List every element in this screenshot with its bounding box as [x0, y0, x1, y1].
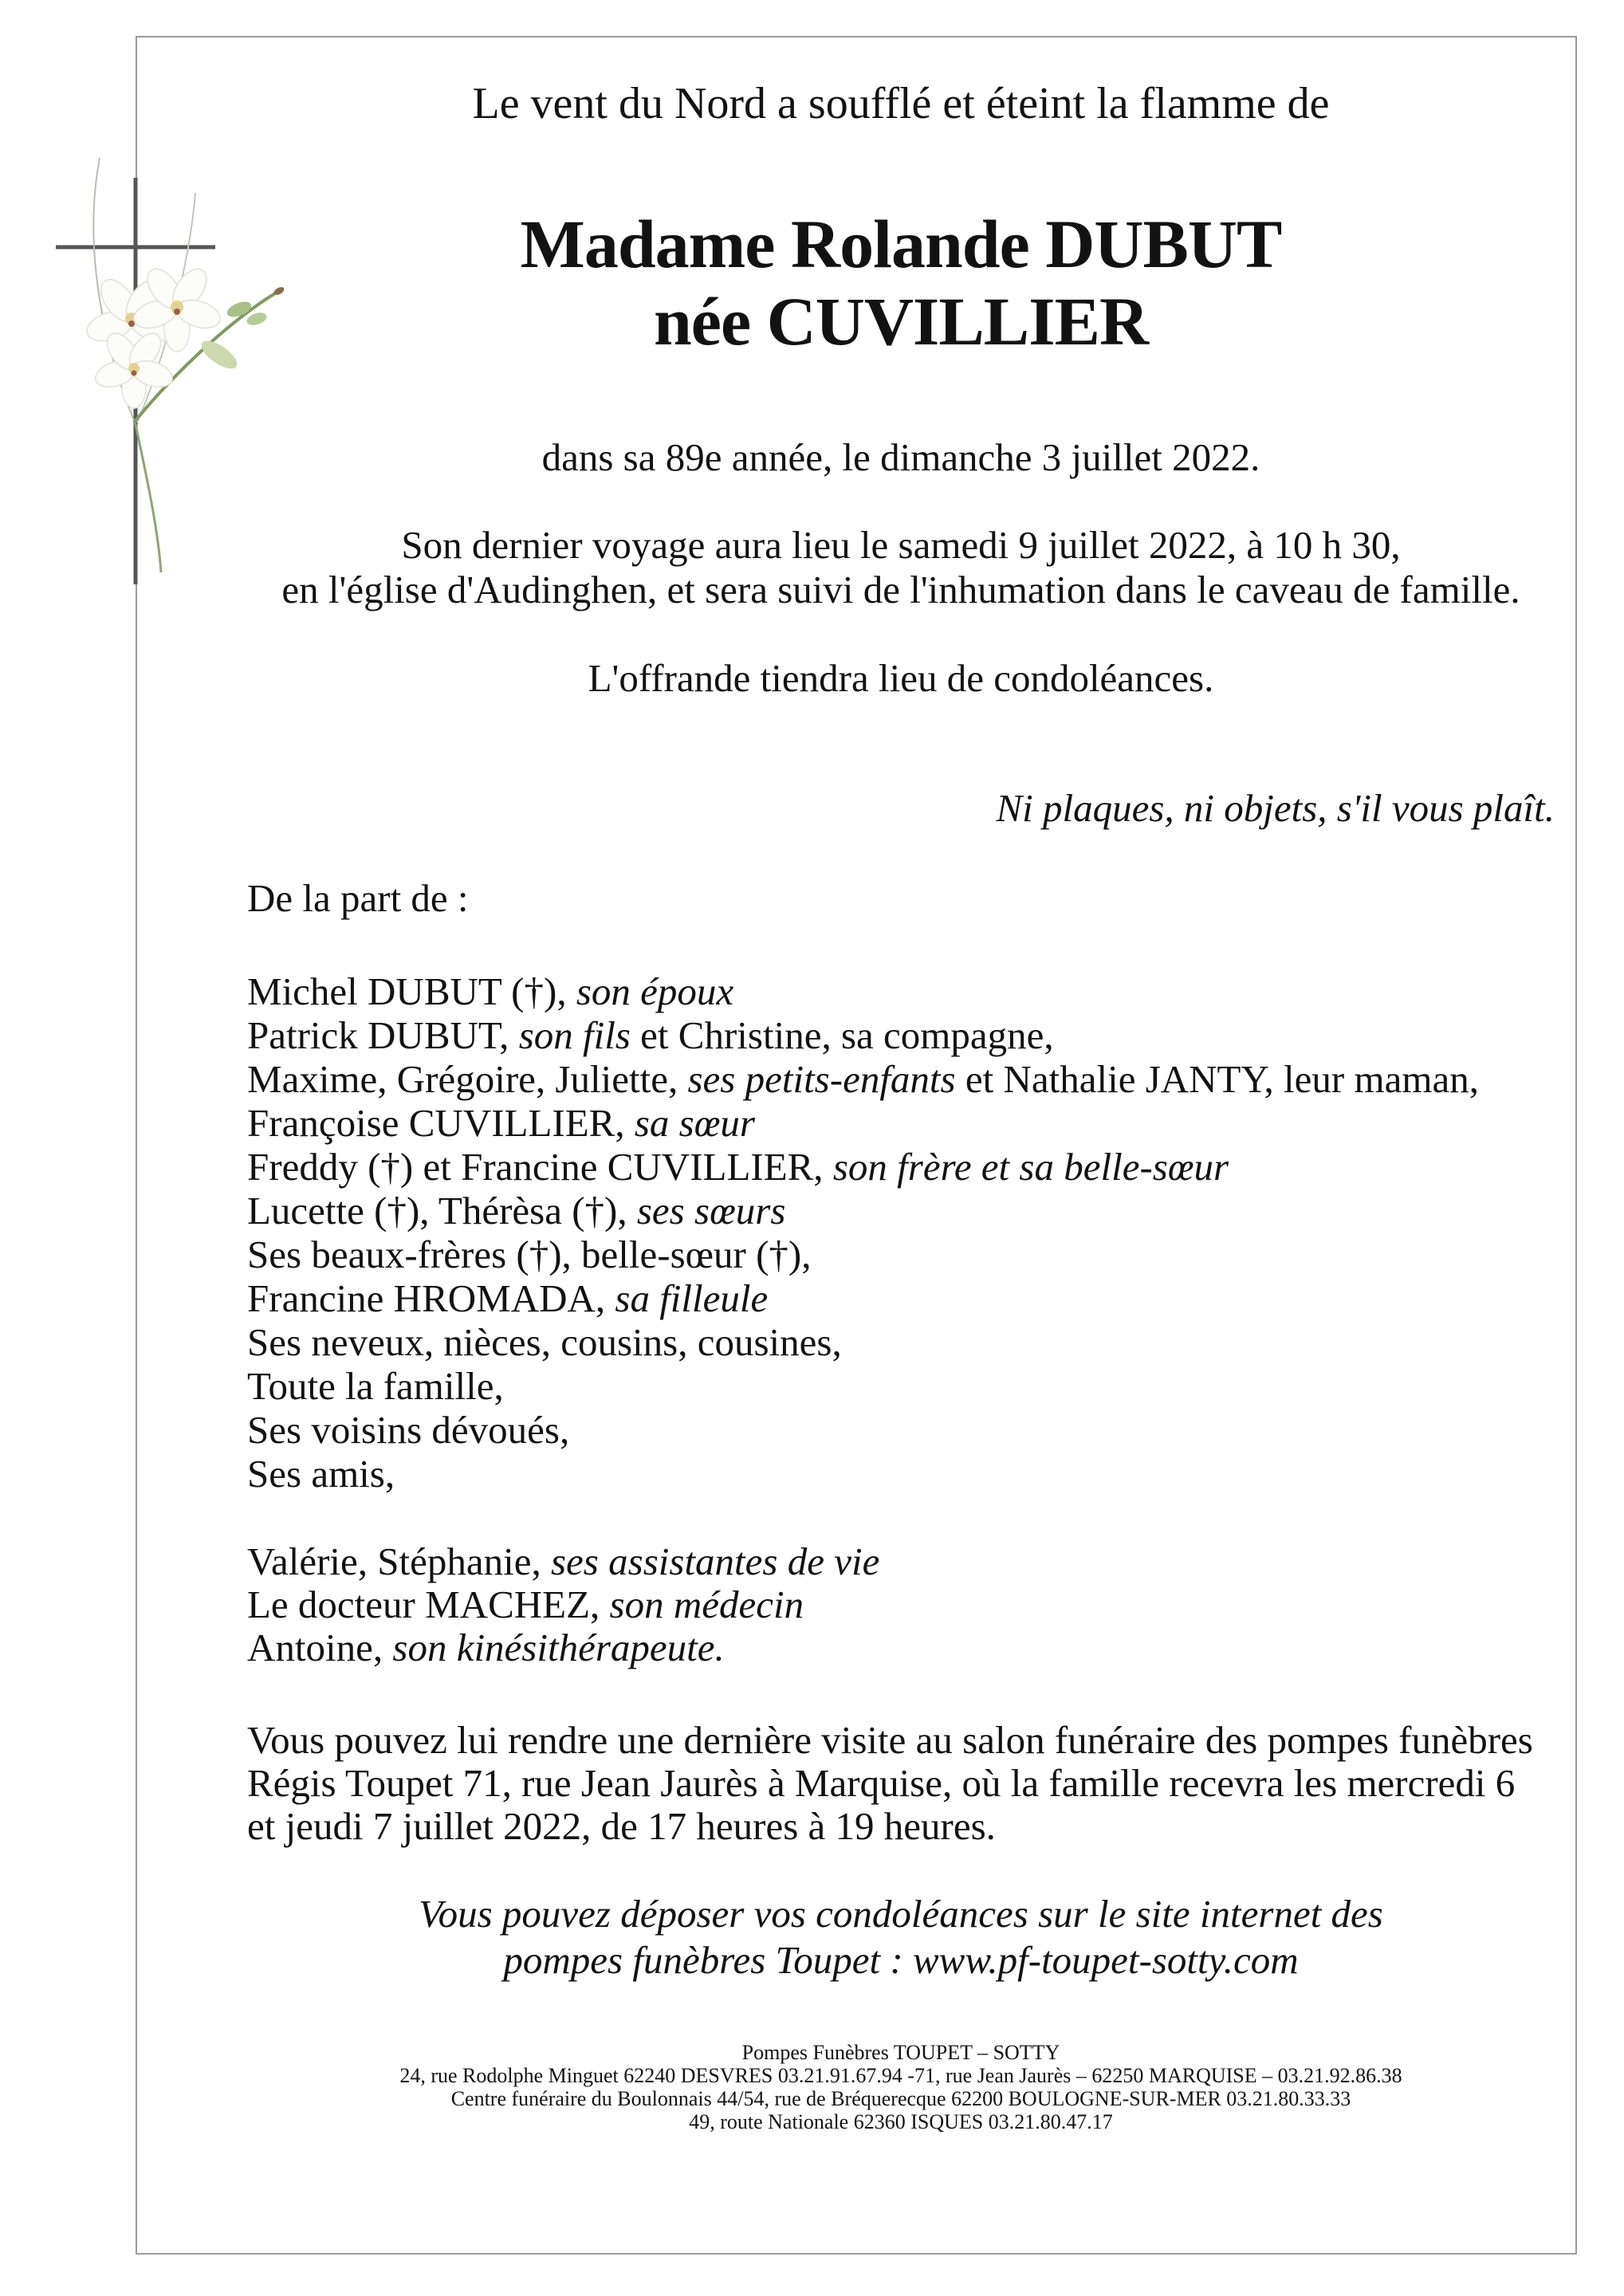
text-line: [247, 1364, 1555, 1408]
deceased-name-line2: née CUVILLIER: [653, 283, 1149, 360]
name-text: Freddy (†) et Francine CUVILLIER,: [247, 1145, 833, 1189]
text-line: Vous pouvez déposer vos condoléances sur le site internet des: [419, 1892, 1383, 1936]
text-line: Centre funéraire du Boulonnais 44/54, rue de Bréquerecque 62200 BOULOGNE-SUR-MER 03.21.80.33.33: [450, 2087, 1351, 2110]
name-text: Michel DUBUT (†),: [247, 969, 576, 1013]
family-list: [247, 969, 1555, 1496]
document-content: [247, 0, 1555, 2296]
text-line: [247, 1583, 1555, 1626]
name-text: et Nathalie JANTY, leur maman,: [955, 1057, 1479, 1101]
text-line: Régis Toupet 71, rue Jean Jaurès à Marquise, où la famille recevra les mercredi 6: [247, 1761, 1516, 1805]
text-line: Vous pouvez lui rendre une dernière visite au salon funéraire des pompes funèbres: [247, 1718, 1533, 1762]
text-line: pompes funèbres Toupet : www.pf-toupet-sotty.com: [503, 1938, 1299, 1982]
caregivers-list: [247, 1540, 1555, 1669]
name-text: et Christine, sa compagne,: [630, 1013, 1054, 1057]
visit-paragraph: [247, 1719, 1555, 1848]
relation-text: son fils: [518, 1013, 631, 1057]
name-text: Antoine,: [247, 1626, 393, 1669]
online-condolences-note: [247, 1891, 1555, 1983]
orchid-flowers: [83, 263, 223, 408]
name-text: Francine HROMADA,: [247, 1276, 615, 1320]
relation-text: son époux: [576, 969, 734, 1013]
from-label: De la part de :: [247, 876, 469, 920]
ceremony-details: [247, 523, 1555, 612]
relation-text: sa sœur: [634, 1101, 755, 1145]
text-line: [247, 1276, 1555, 1320]
name-text: Le docteur MACHEZ,: [247, 1582, 610, 1626]
relation-text: son médecin: [609, 1582, 804, 1626]
name-text: Françoise CUVILLIER,: [247, 1101, 635, 1145]
name-text: Toute la famille,: [247, 1364, 504, 1408]
text-line: [247, 1626, 1555, 1669]
relation-text: son kinésithérapeute.: [392, 1626, 725, 1669]
text-line: Son dernier voyage aura lieu le samedi 9 juillet 2022, à 10 h 30,: [401, 523, 1401, 567]
text-line: [247, 1233, 1555, 1276]
relation-text: sa filleule: [615, 1276, 769, 1320]
name-text: Ses beaux-frères (†), belle-sœur (†),: [247, 1233, 812, 1276]
name-text: Ses amis,: [247, 1452, 395, 1496]
text-line: [247, 1145, 1555, 1189]
text-line: [247, 1013, 1555, 1057]
text-line: [247, 1189, 1555, 1233]
funeral-home-footer: [247, 2041, 1555, 2133]
name-text: Lucette (†), Thérèsa (†),: [247, 1189, 637, 1233]
deceased-name-line1: Madame Rolande DUBUT: [520, 206, 1282, 282]
text-line: Pompes Funèbres TOUPET – SOTTY: [741, 2041, 1060, 2064]
text-line: [247, 1408, 1555, 1452]
name-text: Ses neveux, nièces, cousins, cousines,: [247, 1320, 842, 1364]
text-line: et jeudi 7 juillet 2022, de 17 heures à 19 heures.: [247, 1804, 996, 1848]
relation-text: son frère et sa belle-sœur: [832, 1145, 1229, 1189]
name-text: Patrick DUBUT,: [247, 1013, 519, 1057]
text-line: [247, 1057, 1555, 1101]
relation-text: ses sœurs: [636, 1189, 786, 1233]
text-line: [247, 969, 1555, 1013]
name-text: Maxime, Grégoire, Juliette,: [247, 1057, 688, 1101]
opening-line: Le vent du Nord a soufflé et éteint la flamme de: [472, 79, 1330, 128]
death-date-line: dans sa 89e année, le dimanche 3 juillet 2022.: [541, 435, 1260, 479]
relation-text: ses assistantes de vie: [550, 1539, 880, 1583]
text-line: [247, 1540, 1555, 1583]
deceased-name: [247, 206, 1555, 360]
no-plaques-request: Ni plaques, ni objets, s'il vous plaît.: [996, 786, 1555, 830]
text-line: en l'église d'Audinghen, et sera suivi de l'inhumation dans le caveau de famille.: [281, 568, 1520, 611]
relation-text: ses petits-enfants: [687, 1057, 956, 1101]
text-line: 49, route Nationale 62360 ISQUES 03.21.80.47.17: [689, 2110, 1113, 2133]
offering-line: L'offrande tiendra lieu de condoléances.: [588, 656, 1214, 700]
text-line: [247, 1320, 1555, 1364]
text-line: [247, 1101, 1555, 1145]
text-line: 24, rue Rodolphe Minguet 62240 DESVRES 03.21.91.67.94 -71, rue Jean Jaurès – 62250 MARQUISE – 03.21.92.86.38: [399, 2064, 1402, 2087]
name-text: Valérie, Stéphanie,: [247, 1539, 551, 1583]
text-line: [247, 1452, 1555, 1496]
name-text: Ses voisins dévoués,: [247, 1408, 570, 1452]
